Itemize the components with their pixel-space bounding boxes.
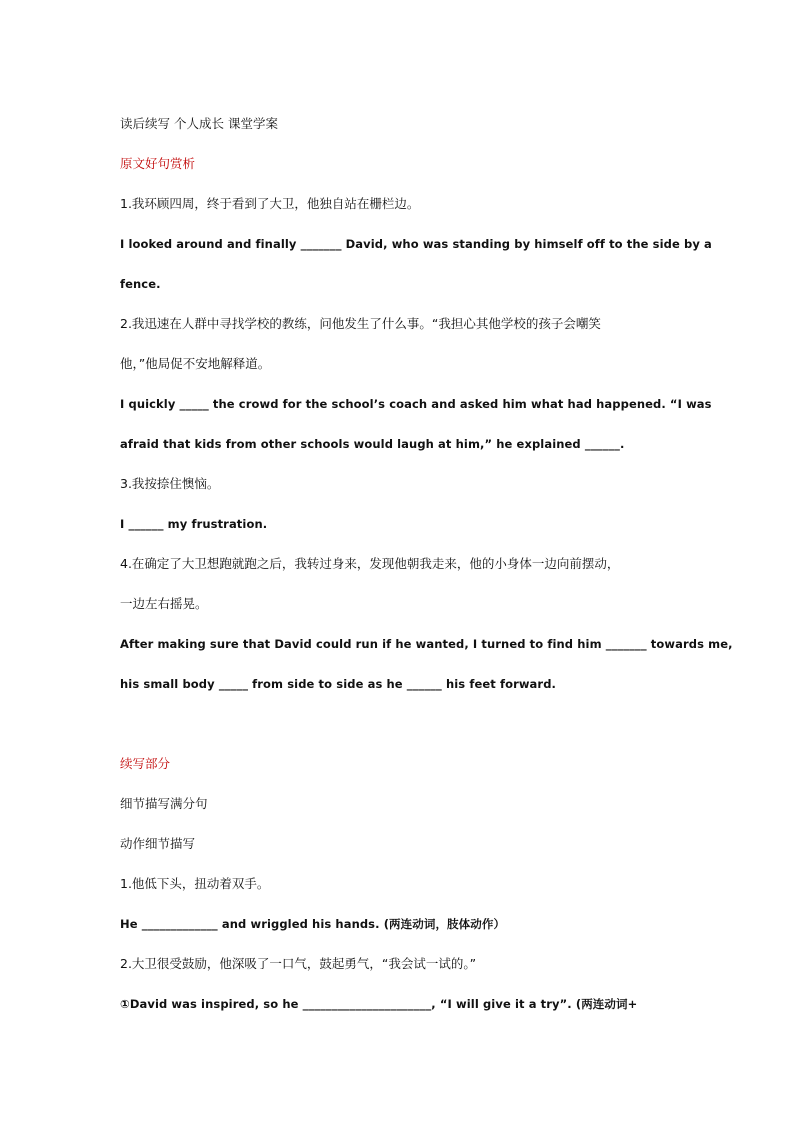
question-1-english-line1: I looked around and finally _______ David, who was standing by himself off to the side by a [120, 237, 712, 251]
question-2-english-line1: I quickly _____ the crowd for the school’s coach and asked him what had happened. “I was [120, 397, 712, 411]
section-heading-continuation: 续写部分 [120, 756, 171, 771]
question-4-chinese-line1: 4.在确定了大卫想跑就跑之后，我转过身来，发现他朝我走来，他的小身体一边向前摆动， [120, 556, 620, 571]
document-title: 读后续写 个人成长 课堂学案 [120, 116, 278, 131]
question-4-english-line2: his small body _____ from side to side as he ______ his feet forward. [120, 677, 556, 691]
subheading-action-detail: 动作细节描写 [120, 836, 196, 851]
question-4-english-line1: After making sure that David could run if he wanted, I turned to find him _______ towards me, [120, 637, 733, 651]
question-4-chinese-line2: 一边左右摇晃。 [120, 596, 208, 611]
question-3-english: I ______ my frustration. [120, 517, 268, 531]
question-1-chinese: 1.我环顾四周，终于看到了大卫，他独自站在栅栏边。 [120, 196, 420, 211]
question-2-english-line2: afraid that kids from other schools would laugh at him,” he explained ______. [120, 437, 625, 451]
question-2-chinese-line2: 他，”他局促不安地解释道。 [120, 356, 271, 371]
continuation-question-2-chinese: 2.大卫很受鼓励，他深吸了一口气，鼓起勇气，“我会试一试的。” [120, 956, 477, 971]
question-3-chinese: 3.我按捺住懊恼。 [120, 476, 220, 491]
continuation-question-2-english: ①David was inspired, so he ______________________, “I will give it a try”. (两连动词+ [120, 997, 638, 1011]
question-1-english-line2: fence. [120, 277, 161, 291]
subheading-detail-sentences: 细节描写满分句 [120, 796, 208, 811]
continuation-question-1-chinese: 1.他低下头，扭动着双手。 [120, 876, 270, 891]
question-2-chinese-line1: 2.我迅速在人群中寻找学校的教练，问他发生了什么事。“我担心其他学校的孩子会嘲笑 [120, 316, 601, 331]
section-heading-analysis: 原文好句赏析 [120, 156, 196, 171]
continuation-question-1-english: He _____________ and wriggled his hands. (两连动词，肢体动作） [120, 917, 506, 931]
